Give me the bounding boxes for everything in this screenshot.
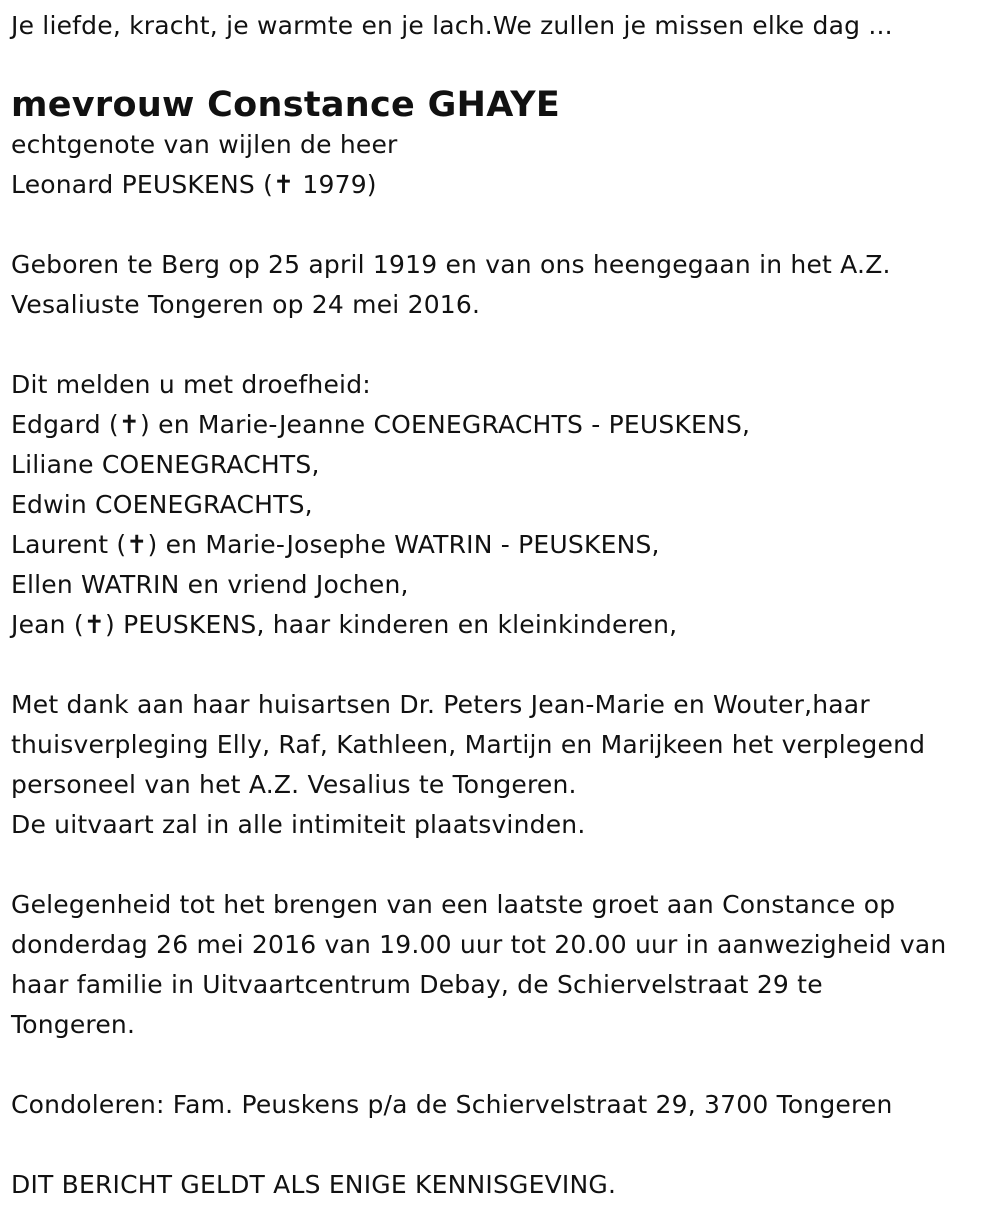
deceased-name: mevrouw Constance GHAYE bbox=[11, 85, 561, 125]
farewell-block bbox=[11, 885, 1000, 1045]
family-member: Jean (✝) PEUSKENS, haar kinderen en kleinkinderen, bbox=[11, 610, 678, 639]
funeral-line: De uitvaart zal in alle intimiteit plaatsvinden. bbox=[11, 810, 586, 839]
farewell-line: Gelegenheid tot het brengen van een laatste groet aan Constance op bbox=[11, 890, 896, 919]
birth-death-line: Vesaliuste Tongeren op 24 mei 2016. bbox=[11, 290, 481, 319]
farewell-line: Tongeren. bbox=[11, 1010, 136, 1039]
family-member: Edgard (✝) en Marie-Jeanne COENEGRACHTS - PEUSKENS, bbox=[11, 410, 751, 439]
spacer bbox=[11, 1125, 1000, 1165]
family-member: Liliane COENEGRACHTS, bbox=[11, 450, 320, 479]
family-block bbox=[11, 365, 1000, 645]
family-member: Edwin COENEGRACHTS, bbox=[11, 490, 313, 519]
intro-quote: Je liefde, kracht, je warmte en je lach.We zullen je missen elke dag ... bbox=[11, 11, 893, 40]
family-intro: Dit melden u met droefheid: bbox=[11, 370, 371, 399]
spacer bbox=[11, 845, 1000, 885]
thanks-line: thuisverpleging Elly, Raf, Kathleen, Martijn en Marijkeen het verplegend bbox=[11, 730, 926, 759]
spacer bbox=[11, 205, 1000, 245]
spouse-line: Leonard PEUSKENS (✝ 1979) bbox=[11, 170, 377, 199]
spacer bbox=[11, 325, 1000, 365]
farewell-line: donderdag 26 mei 2016 van 19.00 uur tot 20.00 uur in aanwezigheid van bbox=[11, 930, 947, 959]
family-member: Ellen WATRIN en vriend Jochen, bbox=[11, 570, 409, 599]
birth-death-block bbox=[11, 245, 1000, 325]
birth-death-line: Geboren te Berg op 25 april 1919 en van ons heengegaan in het A.Z. bbox=[11, 250, 891, 279]
spouse-block bbox=[11, 125, 1000, 205]
thanks-line: Met dank aan haar huisartsen Dr. Peters Jean-Marie en Wouter,haar bbox=[11, 690, 870, 719]
spacer bbox=[11, 645, 1000, 685]
spacer bbox=[11, 1045, 1000, 1085]
spouse-line: echtgenote van wijlen de heer bbox=[11, 130, 398, 159]
family-member: Laurent (✝) en Marie-Josephe WATRIN - PEUSKENS, bbox=[11, 530, 660, 559]
thanks-block bbox=[11, 685, 1000, 845]
notice-line: DIT BERICHT GELDT ALS ENIGE KENNISGEVING. bbox=[11, 1170, 617, 1199]
farewell-line: haar familie in Uitvaartcentrum Debay, de Schiervelstraat 29 te bbox=[11, 970, 823, 999]
thanks-line: personeel van het A.Z. Vesalius te Tongeren. bbox=[11, 770, 577, 799]
condolence-address: Condoleren: Fam. Peuskens p/a de Schiervelstraat 29, 3700 Tongeren bbox=[11, 1090, 893, 1119]
